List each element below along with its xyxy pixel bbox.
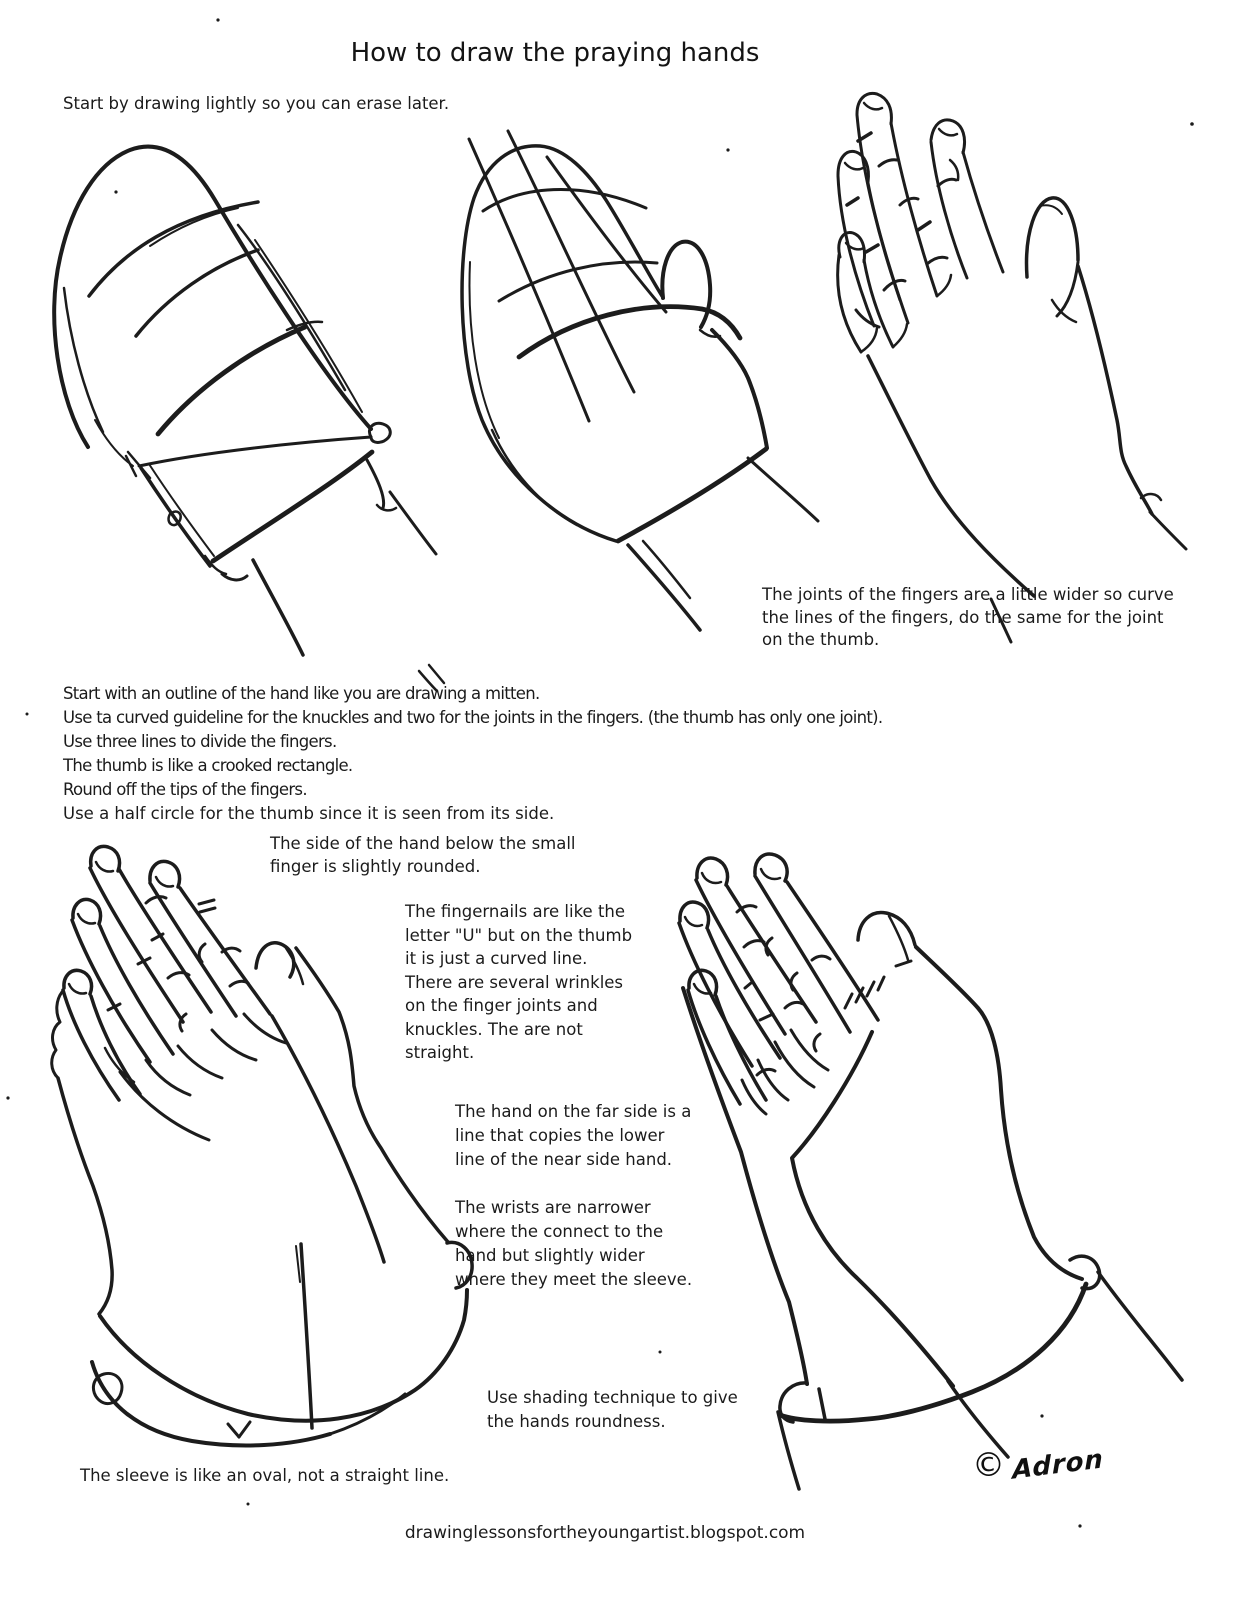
instruction-step: Use a half circle for the thumb since it is seen from its side. [63, 804, 555, 823]
sleeve-note: The sleeve is like an oval, not a straight line. [80, 1466, 450, 1485]
page-title: How to draw the praying hands [350, 38, 760, 68]
joints-note [762, 584, 1174, 652]
shading-note-line: Use shading technique to give [487, 1388, 738, 1407]
wrists-note-line: where the connect to the [455, 1222, 664, 1241]
signature-name: Adron [1012, 1444, 1105, 1486]
shading-note [487, 1386, 738, 1434]
copyright-icon: © [970, 1443, 1007, 1486]
far-side-note-line: line that copies the lower [455, 1126, 665, 1145]
wrists-note-line: where they meet the sleeve. [455, 1270, 693, 1289]
artist-signature [970, 1443, 1105, 1486]
instructions-list [63, 682, 882, 826]
instruction-step: The thumb is like a crooked rectangle. [63, 756, 353, 775]
joints-note-line: on the thumb. [762, 630, 880, 649]
side-note-line: The side of the hand below the small [270, 834, 576, 853]
shading-note-line: the hands roundness. [487, 1412, 666, 1431]
sketch-guideline-grid-step [462, 131, 818, 630]
far-side-note-line: The hand on the far side is a [455, 1102, 692, 1121]
fingernails-note-line: knuckles. The are not [405, 1019, 583, 1039]
intro-note: Start by drawing lightly so you can erase later. [63, 94, 450, 113]
fingernails-note-line: The fingernails are like the [405, 902, 626, 921]
far-side-note-line: line of the near side hand. [455, 1150, 673, 1169]
fingernails-note-line: on the finger joints and [405, 996, 598, 1015]
fingernails-note-line: There are several wrinkles [405, 972, 624, 992]
joints-note-line: the lines of the fingers, do the same for the joint [762, 607, 1164, 627]
footer-url: drawinglessonsfortheyoungartist.blogspot.com [404, 1523, 806, 1543]
sketch-praying-hands-final [679, 854, 1182, 1489]
instruction-step: Start with an outline of the hand like you are drawing a mitten. [63, 684, 540, 703]
fingernails-note-line: it is just a curved line. [405, 949, 588, 968]
side-note-line: finger is slightly rounded. [270, 857, 481, 876]
instruction-step: Round off the tips of the fingers. [63, 780, 307, 799]
joints-note-line: The joints of the fingers are a little wider so curve [762, 585, 1174, 604]
instruction-step: Use three lines to divide the fingers. [63, 732, 337, 751]
sketch-open-hand-step [838, 93, 1186, 642]
fingernails-note-line: letter "U" but on the thumb [405, 925, 633, 945]
side-note [270, 832, 576, 878]
fingernails-note-line: straight. [405, 1043, 475, 1062]
wrists-note-line: The wrists are narrower [455, 1198, 651, 1217]
instruction-step: Use ta curved guideline for the knuckles and two for the joints in the fingers. (the thumb has only one joint). [63, 708, 883, 727]
fingernails-note [405, 900, 632, 1065]
far-side-note [455, 1100, 691, 1172]
wrists-note-line: hand but slightly wider [455, 1246, 645, 1265]
wrists-note [455, 1196, 692, 1292]
sketch-mitten-outline-step [54, 147, 444, 691]
